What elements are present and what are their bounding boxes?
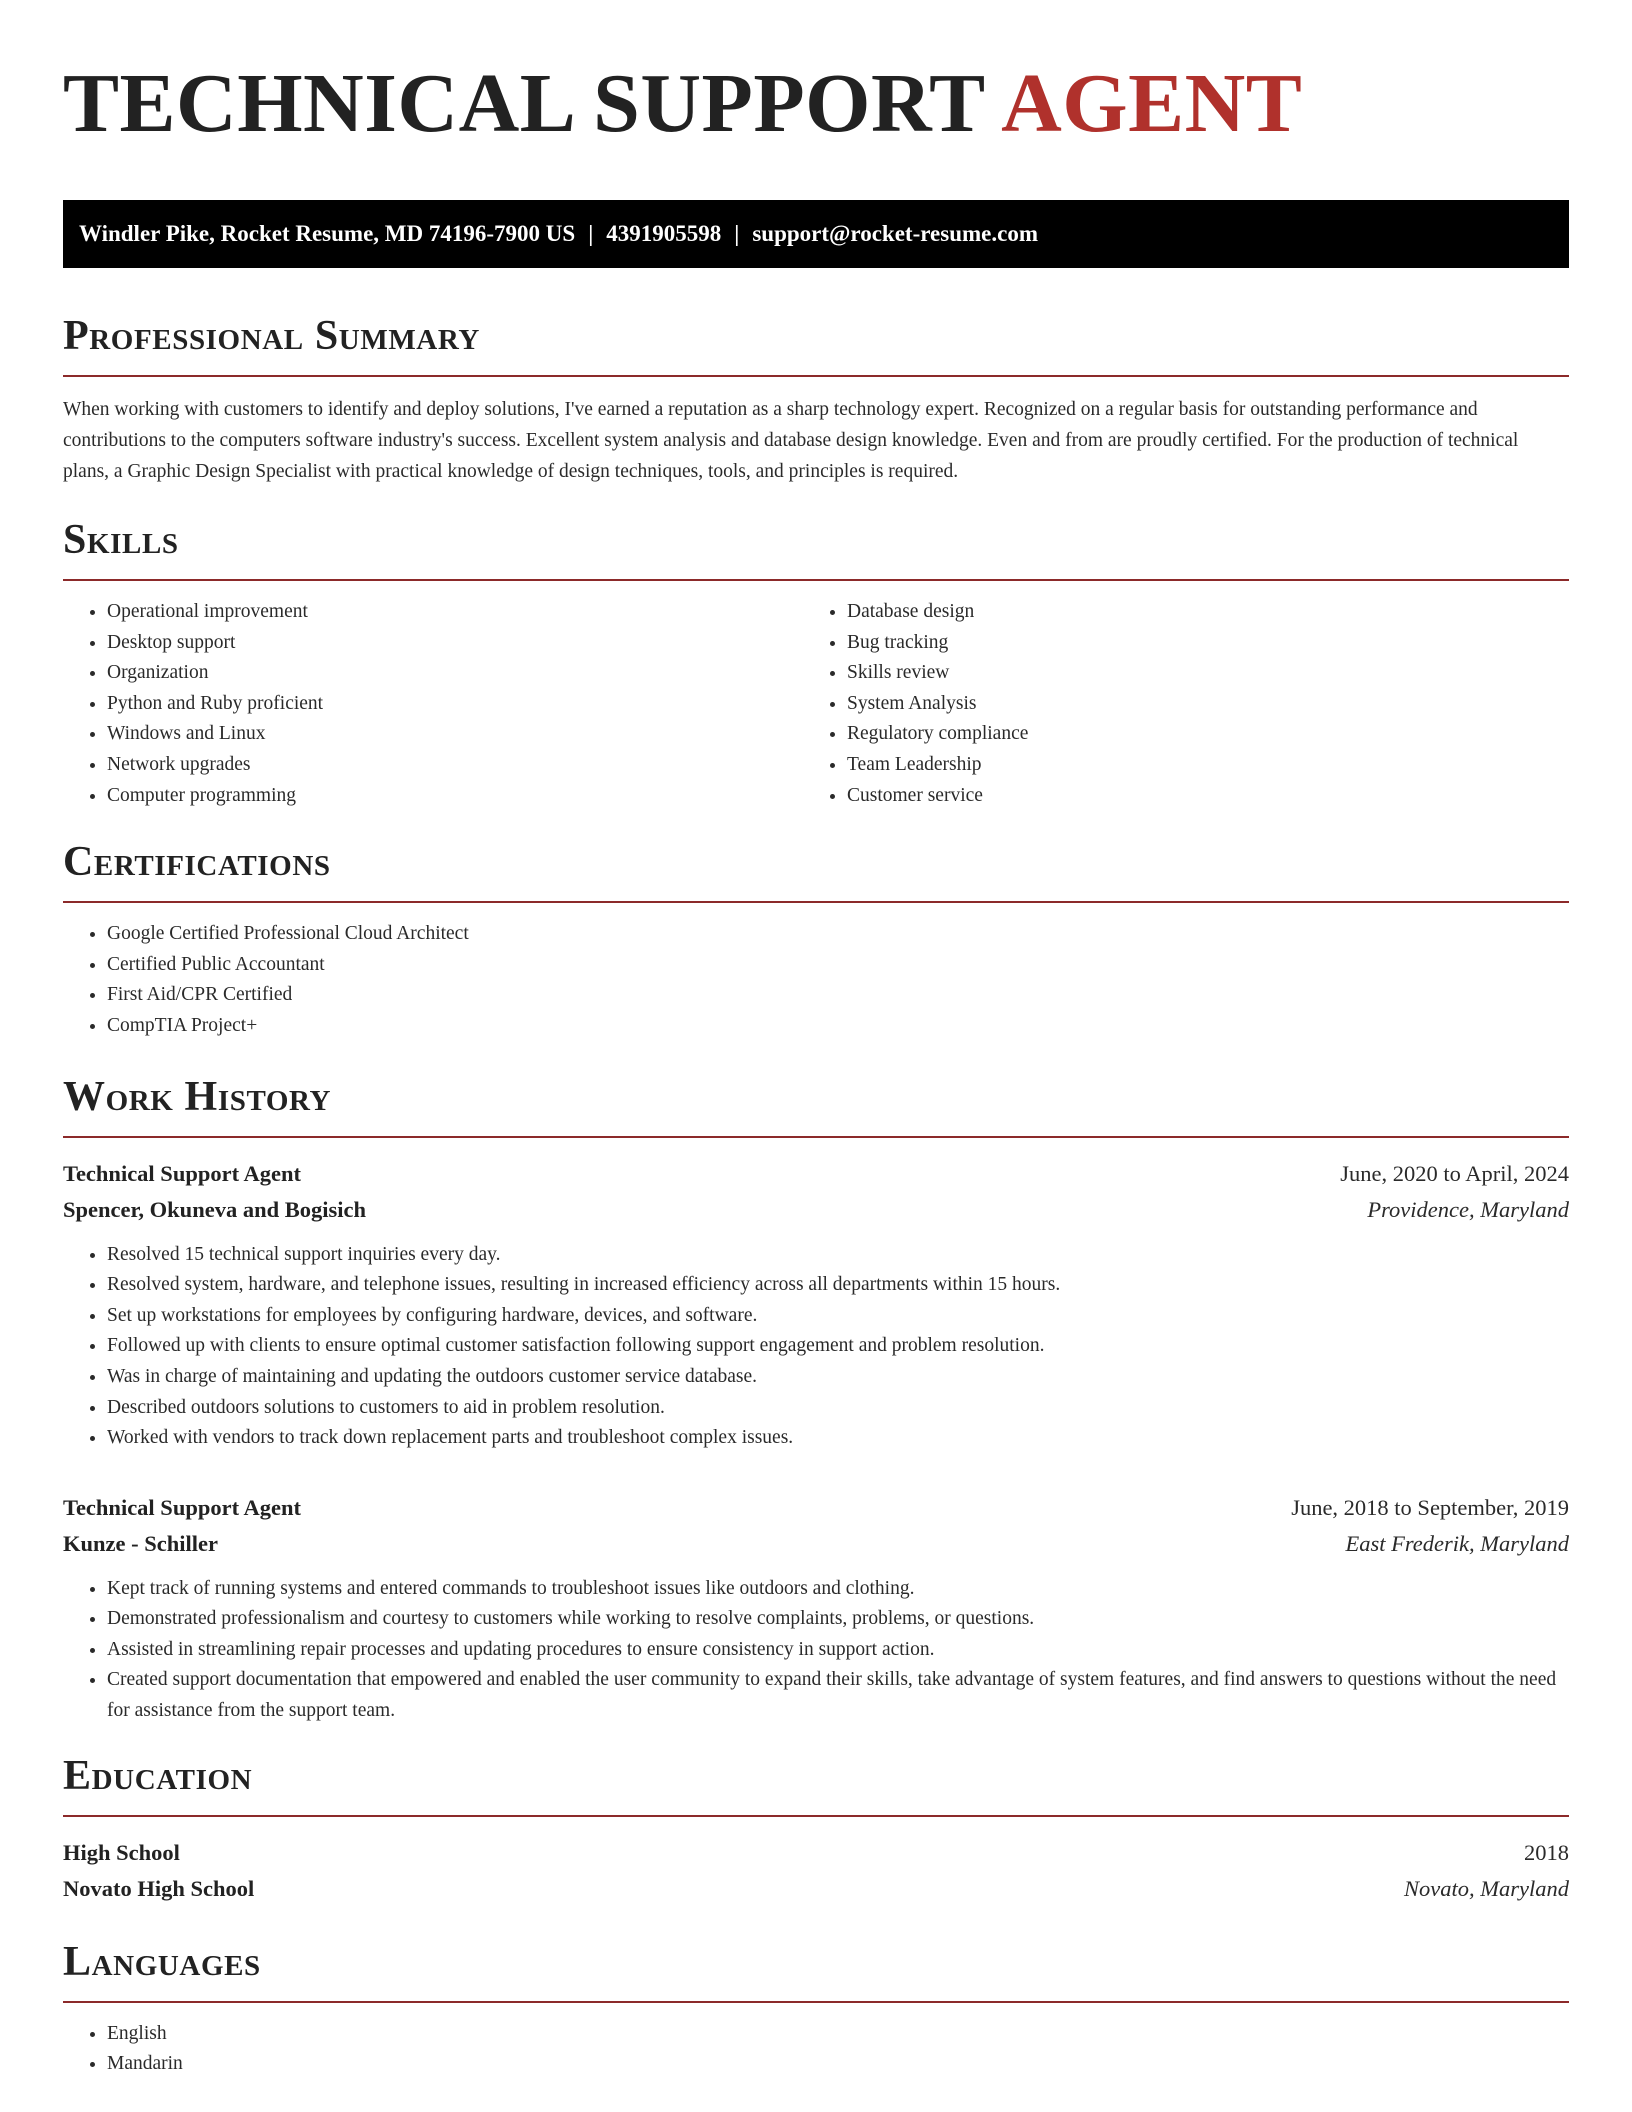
education-school: Novato High School bbox=[63, 1875, 255, 1901]
work-history-heading: Work History bbox=[63, 1074, 1569, 1138]
languages-heading: Languages bbox=[63, 1939, 1569, 2003]
skill-item: • System Analysis bbox=[847, 689, 1543, 720]
contact-email[interactable]: support@rocket-resume.com bbox=[752, 221, 1038, 246]
job-company-row bbox=[63, 1526, 1569, 1562]
resume-name bbox=[63, 57, 1569, 150]
job-dates: June, 2018 to September, 2019 bbox=[1291, 1494, 1569, 1520]
job-location: East Frederik, Maryland bbox=[1345, 1530, 1569, 1556]
skill-item: • Team Leadership bbox=[847, 750, 1543, 781]
education-section bbox=[63, 1753, 1569, 1907]
job-entry bbox=[63, 1490, 1569, 1727]
certifications-section bbox=[63, 839, 1569, 1041]
certification-item: • Certified Public Accountant bbox=[107, 950, 1569, 981]
skill-item: • Desktop support bbox=[107, 628, 803, 659]
certification-item: • Google Certified Professional Cloud Architect bbox=[107, 919, 1569, 950]
education-location: Novato, Maryland bbox=[1404, 1875, 1569, 1901]
skills-heading: Skills bbox=[63, 517, 1569, 581]
certification-item: • CompTIA Project+ bbox=[107, 1011, 1569, 1042]
summary-section bbox=[63, 313, 1569, 487]
education-entry bbox=[63, 1835, 1569, 1907]
job-duty-item: • Demonstrated professionalism and courtesy to customers while working to resolve complaints, problems, or questions. bbox=[107, 1604, 1569, 1635]
skill-item: • Regulatory compliance bbox=[847, 719, 1543, 750]
contact-separator: | bbox=[588, 221, 594, 246]
languages-list bbox=[63, 2019, 1569, 2080]
education-degree-row bbox=[63, 1835, 1569, 1871]
job-company: Kunze - Schiller bbox=[63, 1530, 218, 1556]
skill-item: • Database design bbox=[847, 597, 1543, 628]
job-title: Technical Support Agent bbox=[63, 1494, 301, 1520]
skill-item: • Python and Ruby proficient bbox=[107, 689, 803, 720]
job-duty-item: • Resolved system, hardware, and telephone issues, resulting in increased efficiency across all departments within 15 hours. bbox=[107, 1270, 1569, 1301]
skills-list-right bbox=[803, 597, 1543, 811]
job-duty-item: • Created support documentation that empowered and enabled the user community to expand their skills, take advantage of system features, and find answers to questions without the need for assistance from the support team. bbox=[107, 1665, 1569, 1726]
name-accent: AGENT bbox=[1001, 57, 1303, 150]
work-history-section bbox=[63, 1074, 1569, 1727]
skill-item: • Operational improvement bbox=[107, 597, 803, 628]
job-company-row bbox=[63, 1192, 1569, 1228]
job-dates: June, 2020 to April, 2024 bbox=[1340, 1160, 1569, 1186]
job-duty-item: • Worked with vendors to track down replacement parts and troubleshoot complex issues. bbox=[107, 1423, 1569, 1454]
job-header-row bbox=[63, 1156, 1569, 1192]
job-duty-item: • Assisted in streamlining repair processes and updating procedures to ensure consistency in support action. bbox=[107, 1635, 1569, 1666]
contact-separator: | bbox=[734, 221, 740, 246]
skill-item: • Computer programming bbox=[107, 781, 803, 812]
job-header-row bbox=[63, 1490, 1569, 1526]
skills-list-left bbox=[63, 597, 803, 811]
contact-bar bbox=[63, 200, 1569, 268]
job-company: Spencer, Okuneva and Bogisich bbox=[63, 1196, 366, 1222]
job-duty-item: • Followed up with clients to ensure optimal customer satisfaction following support engagement and problem resolution. bbox=[107, 1331, 1569, 1362]
skills-columns bbox=[63, 581, 1569, 811]
job-location: Providence, Maryland bbox=[1367, 1196, 1569, 1222]
job-duty-item: • Described outdoors solutions to customers to aid in problem resolution. bbox=[107, 1393, 1569, 1424]
job-duty-item: • Resolved 15 technical support inquiries every day. bbox=[107, 1240, 1569, 1271]
education-school-row bbox=[63, 1871, 1569, 1907]
language-item: • English bbox=[107, 2019, 1569, 2050]
skill-item: • Bug tracking bbox=[847, 628, 1543, 659]
job-duty-item: • Was in charge of maintaining and updating the outdoors customer service database. bbox=[107, 1362, 1569, 1393]
job-duties-list bbox=[63, 1240, 1569, 1454]
summary-text: When working with customers to identify and deploy solutions, I've earned a reputation as a sharp technology expert. Recognized on a regular basis for outstanding performance and contributions to the computers software industry's success. Excellent system analysis and database design knowledge. Even and from are proudly certified. For the production of technical plans, a Graphic Design Specialist with practical knowledge of design techniques, tools, and principles is required. bbox=[63, 399, 1519, 482]
certifications-heading: Certifications bbox=[63, 839, 1569, 903]
skill-item: • Customer service bbox=[847, 781, 1543, 812]
job-duties-list bbox=[63, 1574, 1569, 1727]
education-degree: High School bbox=[63, 1839, 180, 1865]
contact-phone: 4391905598 bbox=[606, 221, 722, 246]
job-duty-item: • Set up workstations for employees by configuring hardware, devices, and software. bbox=[107, 1301, 1569, 1332]
skill-item: • Skills review bbox=[847, 658, 1543, 689]
contact-address: Windler Pike, Rocket Resume, MD 74196-7900 US bbox=[79, 221, 576, 246]
education-year: 2018 bbox=[1524, 1839, 1569, 1865]
name-main: TECHNICAL SUPPORT bbox=[63, 57, 985, 150]
skill-item: • Windows and Linux bbox=[107, 719, 803, 750]
certification-item: • First Aid/CPR Certified bbox=[107, 980, 1569, 1011]
certifications-list bbox=[63, 919, 1569, 1041]
skill-item: • Organization bbox=[107, 658, 803, 689]
languages-section bbox=[63, 1939, 1569, 2080]
skills-section bbox=[63, 517, 1569, 811]
language-item: • Mandarin bbox=[107, 2049, 1569, 2080]
job-duty-item: • Kept track of running systems and entered commands to troubleshoot issues like outdoors and clothing. bbox=[107, 1574, 1569, 1605]
skill-item: • Network upgrades bbox=[107, 750, 803, 781]
summary-heading: Professional Summary bbox=[63, 313, 1569, 377]
job-title: Technical Support Agent bbox=[63, 1160, 301, 1186]
education-heading: Education bbox=[63, 1753, 1569, 1817]
job-entry bbox=[63, 1156, 1569, 1454]
